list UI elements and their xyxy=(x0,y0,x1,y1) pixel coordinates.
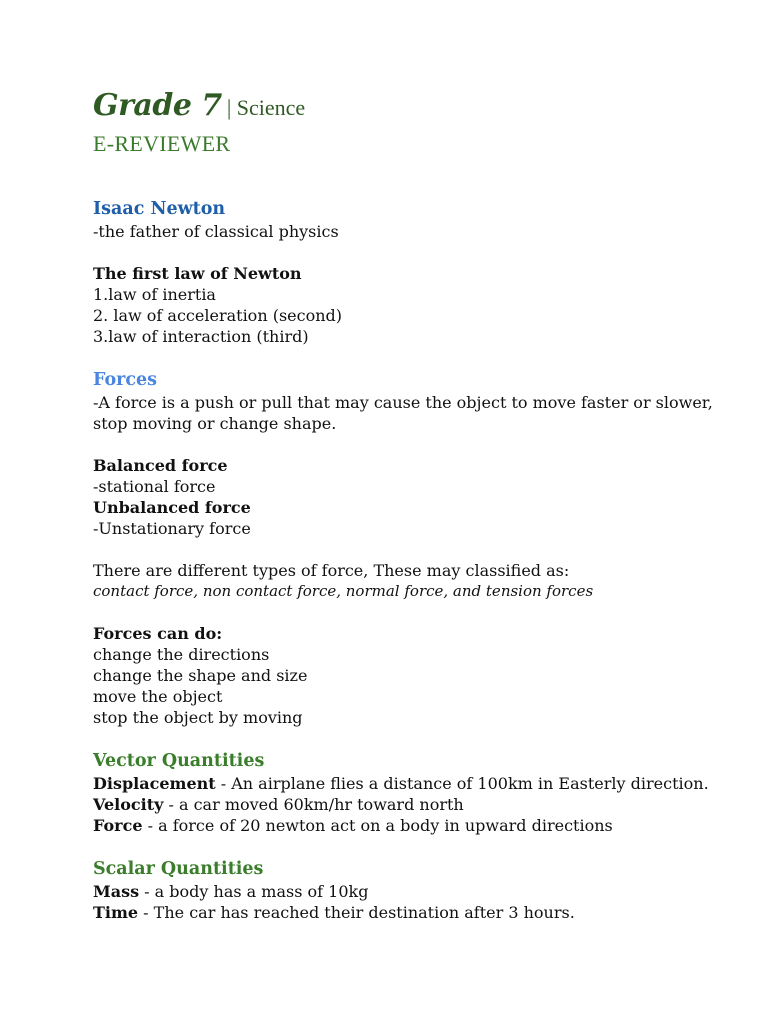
forces-can-do-item: change the shape and size xyxy=(93,666,308,685)
vector-item xyxy=(93,815,713,836)
title-line xyxy=(93,84,713,128)
balanced-force-label: Balanced force xyxy=(93,456,228,475)
heading-scalar-quantities: Scalar Quantities xyxy=(93,859,264,879)
document-page xyxy=(93,84,713,923)
subtitle: E-REVIEWER xyxy=(93,131,231,156)
force-types-intro: There are different types of force, These may classified as: xyxy=(93,561,570,580)
grade-title: Grade 7 xyxy=(93,88,222,123)
vector-desc: - a car moved 60km/hr toward north xyxy=(163,795,464,814)
scalar-term: Time xyxy=(93,903,139,922)
balanced-force-desc: -stational force xyxy=(93,477,216,496)
law-item: 3.law of interaction (third) xyxy=(93,327,309,346)
vector-term: Force xyxy=(93,816,143,835)
heading-vector-quantities: Vector Quantities xyxy=(93,751,265,771)
scalar-desc: - The car has reached their destination after 3 hours. xyxy=(138,903,575,922)
force-types-list: contact force, non contact force, normal force, and tension forces xyxy=(93,582,594,600)
force-definition: -A force is a push or pull that may cause the object to move faster or slower, stop moving or change shape. xyxy=(93,393,713,433)
vector-desc: - a force of 20 newton act on a body in upward directions xyxy=(142,816,613,835)
heading-forces: Forces xyxy=(93,370,158,390)
laws-title: The first law of Newton xyxy=(93,264,302,283)
forces-can-do-item: move the object xyxy=(93,687,223,706)
vector-item xyxy=(93,794,713,815)
unbalanced-force-label: Unbalanced force xyxy=(93,498,251,517)
unbalanced-force-desc: -Unstationary force xyxy=(93,519,251,538)
scalar-item xyxy=(93,881,713,902)
vector-desc: - An airplane flies a distance of 100km in Easterly direction. xyxy=(215,774,709,793)
scalar-item xyxy=(93,902,713,923)
newton-description: -the father of classical physics xyxy=(93,222,339,241)
scalar-term: Mass xyxy=(93,882,140,901)
forces-can-do-item: stop the object by moving xyxy=(93,708,303,727)
law-item: 2. law of acceleration (second) xyxy=(93,306,343,325)
heading-isaac-newton: Isaac Newton xyxy=(93,199,226,219)
forces-can-do-title: Forces can do: xyxy=(93,624,223,643)
vector-term: Displacement xyxy=(93,774,216,793)
subject-label: | Science xyxy=(226,95,306,120)
vector-term: Velocity xyxy=(93,795,164,814)
forces-can-do-item: change the directions xyxy=(93,645,270,664)
vector-item xyxy=(93,773,713,794)
scalar-desc: - a body has a mass of 10kg xyxy=(139,882,369,901)
law-item: 1.law of inertia xyxy=(93,285,216,304)
